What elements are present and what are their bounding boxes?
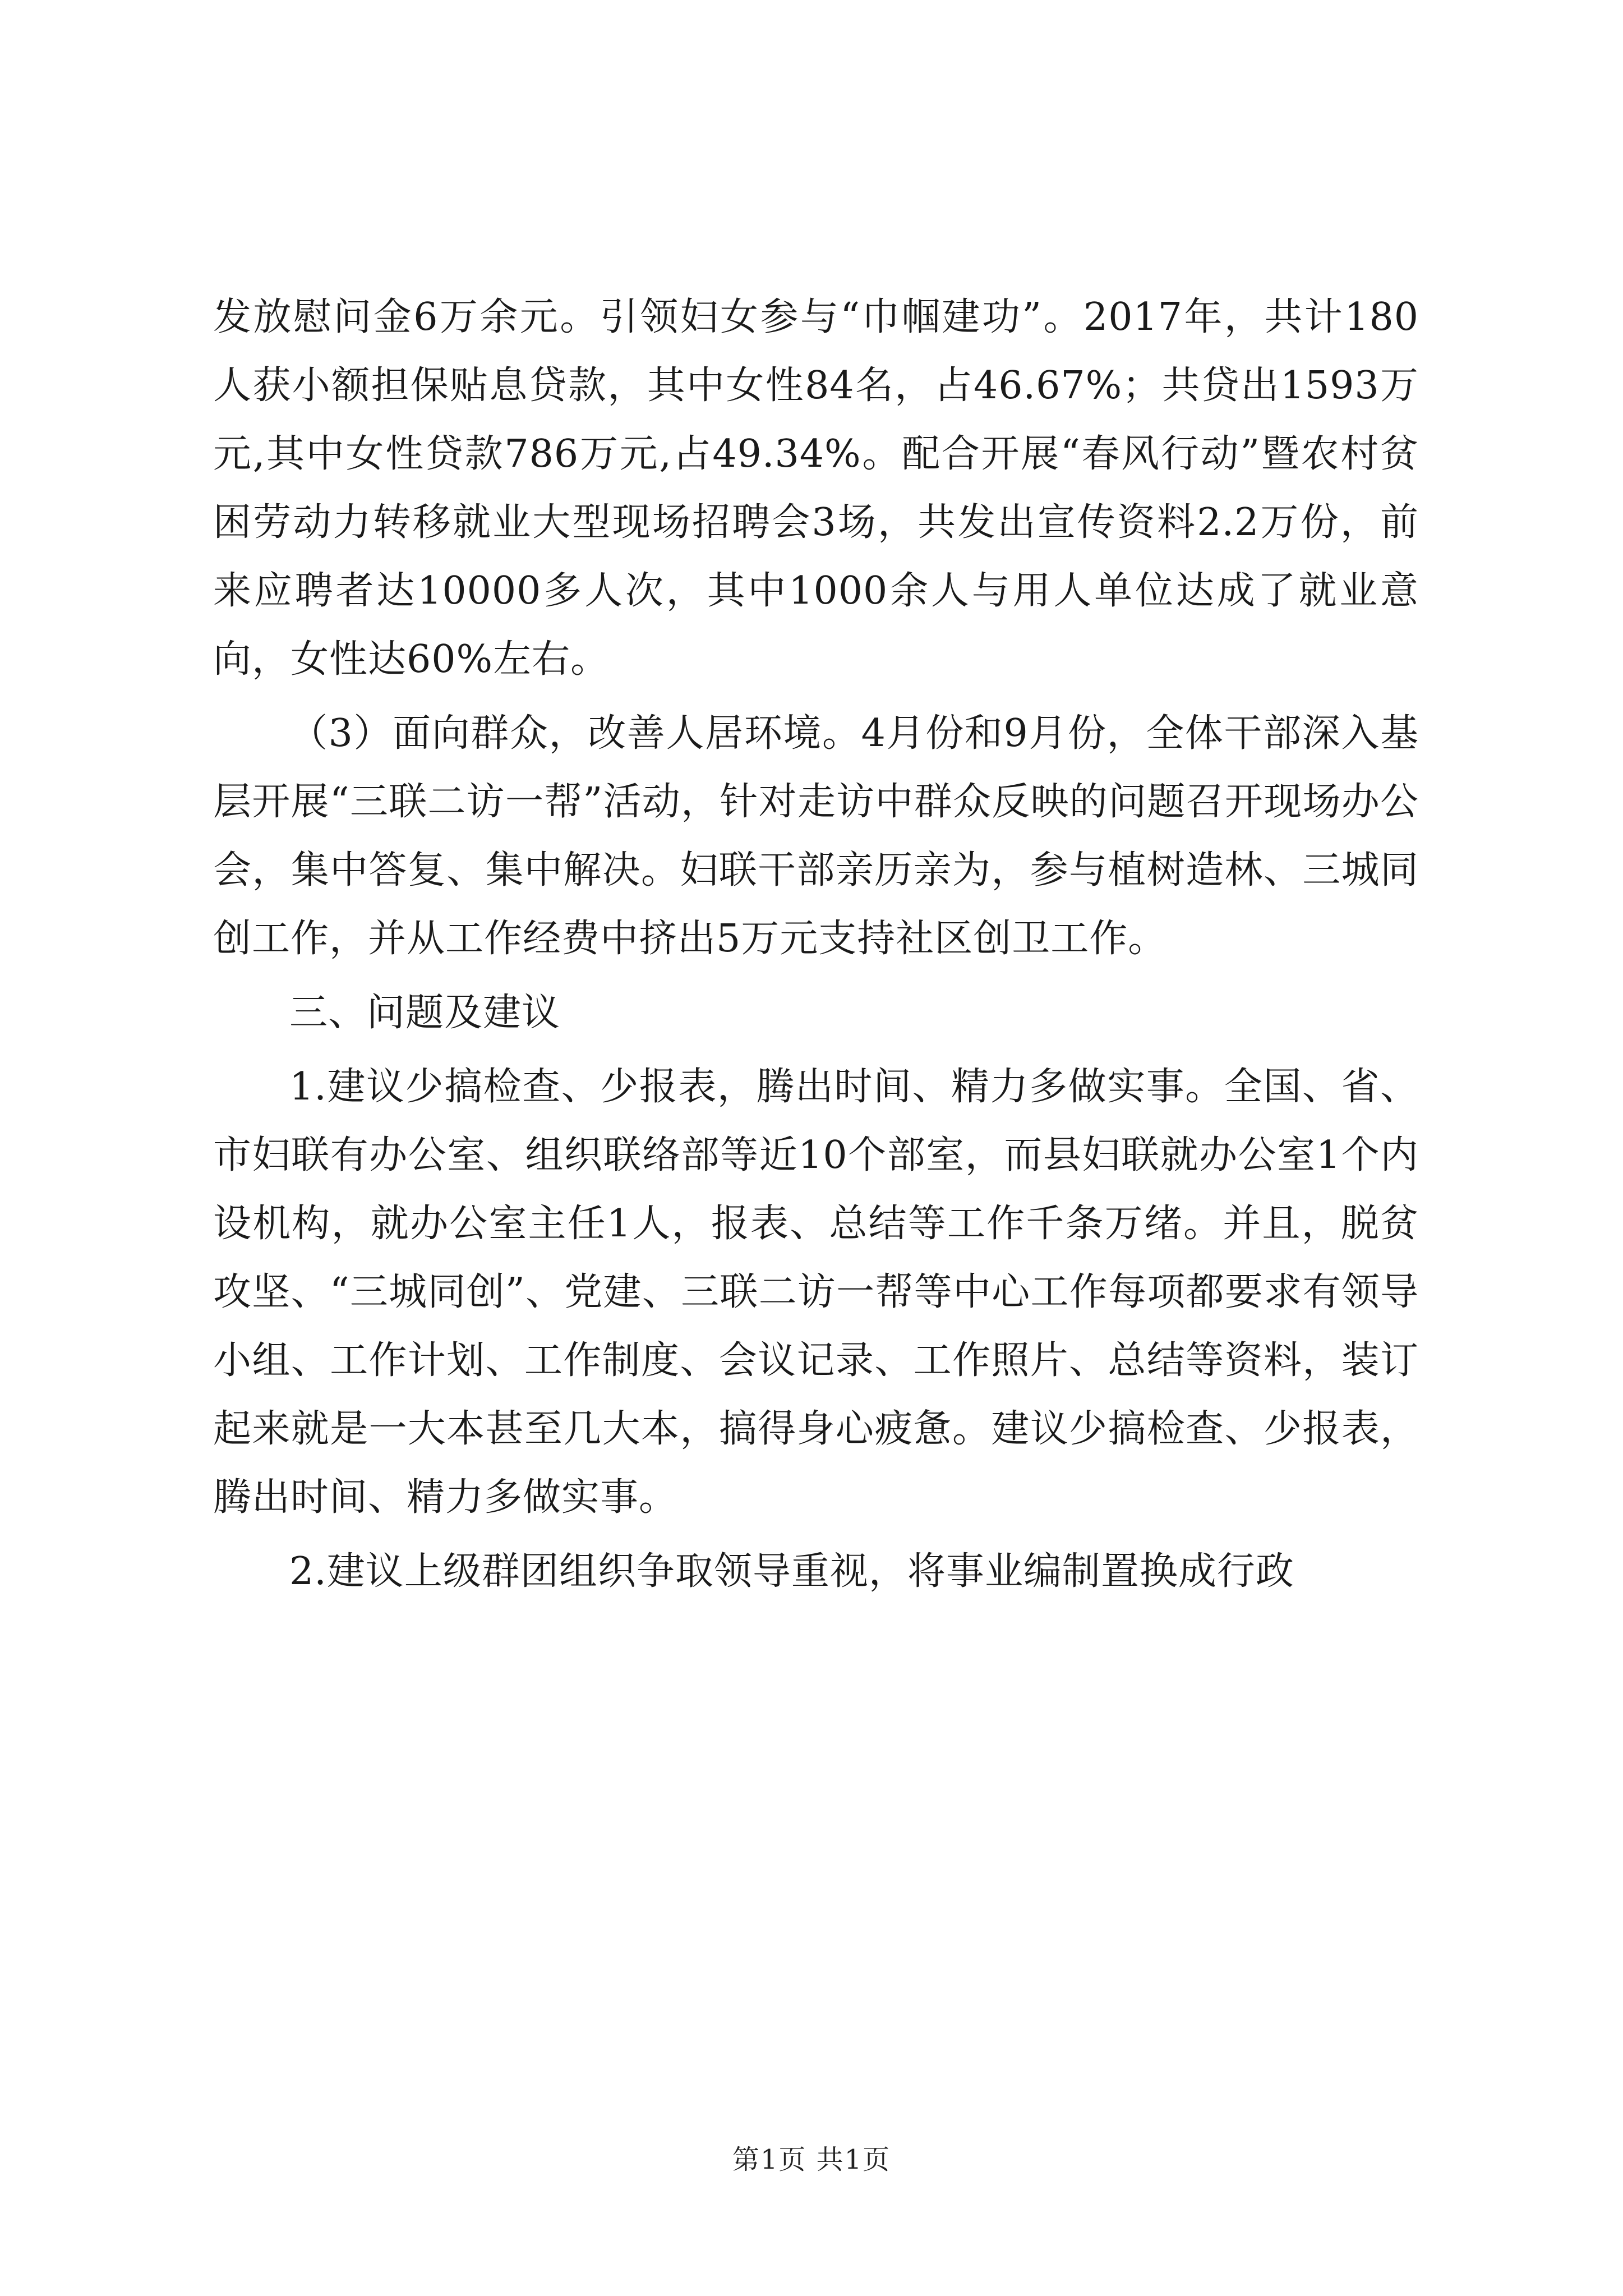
section-heading-problems-suggestions: 三、问题及建议 [289,991,561,1035]
paragraph-suggestion-1: 1.建议少搞检查、少报表，腾出时间、精力多做实事。全国、省、市妇联有办公室、组织联络部等近10个部室，而县妇联就办公室1个内设机构，就办公室主任1人，报表、总结等工作千条万绪。并且，脱贫攻坚、“三城同创”、党建、三联二访一帮等中心工作每项都要求有领导小组、工作计划、工作制度、会议记录、工作照片、总结等资料，装订起来就是一大本甚至几大本，搞得身心疲惫。建议少搞检查、少报表，腾出时间、精力多做实事。 [213,1065,1419,1520]
paragraph-living-environment: （3）面向群众，改善人居环境。4月份和9月份，全体干部深入基层开展“三联二访一帮”活动，针对走访中群众反映的问题召开现场办公会，集中答复、集中解决。妇联干部亲历亲为，参与植树造林、三城同创工作，并从工作经费中挤出5万元支持社区创卫工作。 [213,711,1419,961]
paragraph-women-employment: 发放慰问金6万余元。引领妇女参与“巾帼建功”。2017年，共计180人获小额担保贴息贷款，其中女性84名，占46.67%；共贷出1593万元,其中女性贷款786万元,占49.34%。配合开展“春风行动”暨农村贫困劳动力转移就业大型现场招聘会3场，共发出宣传资料2.2万份，前来应聘者达10000多人次，其中1000余人与用人单位达成了就业意向，女性达60%左右。 [213,295,1419,682]
page-footer: 第1页 共1页 [732,2144,891,2175]
document-body [213,283,1419,1612]
paragraph-suggestion-2: 2.建议上级群团组织争取领导重视，将事业编制置换成行政 [289,1549,1294,1594]
